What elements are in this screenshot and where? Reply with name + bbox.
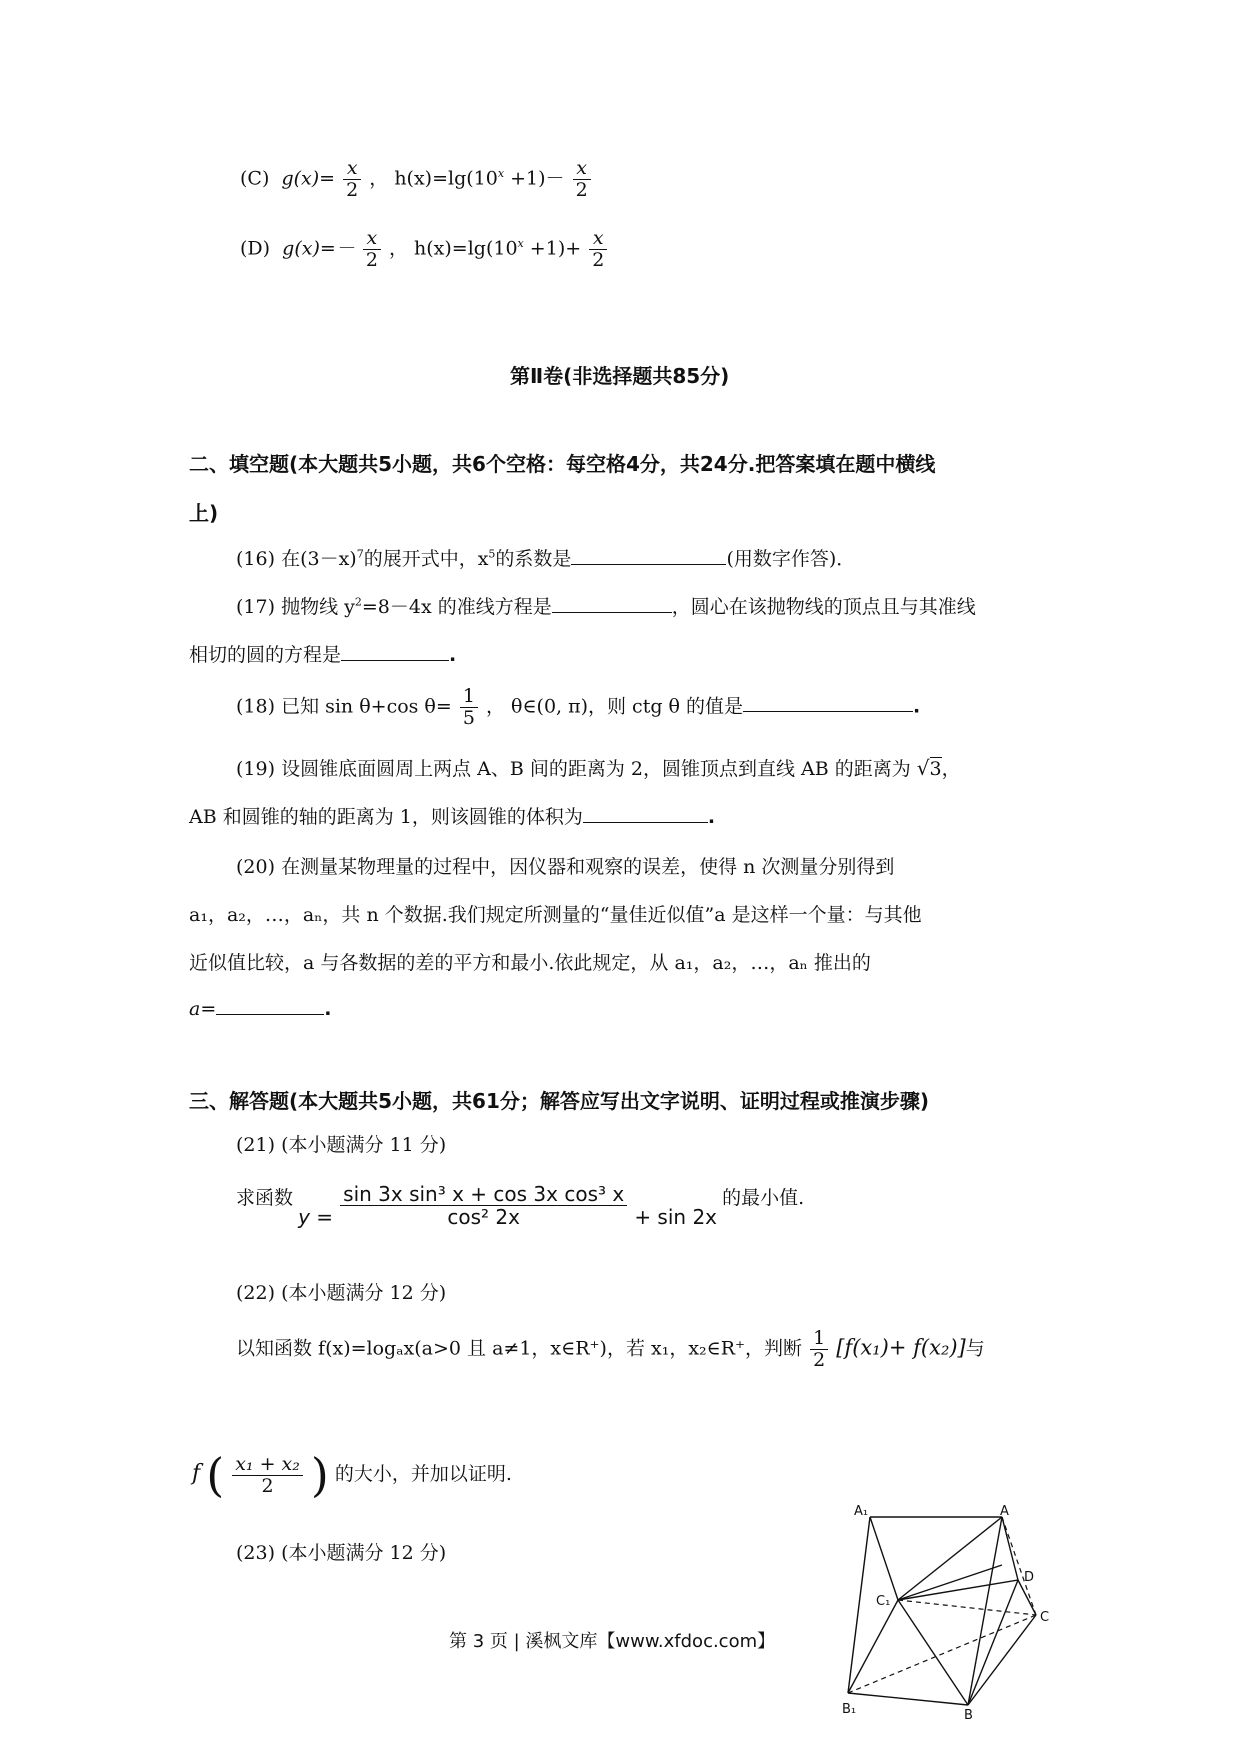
option-label: (C) bbox=[240, 167, 270, 190]
question-22-cont: f ( $\frac{\text{x₁ + x₂}}{2}$ ) 的大小，并加以证明. bbox=[192, 1448, 512, 1502]
question-18: (18) 已知 sin θ+cos θ= $\frac{1}{5}$ ， θ∈(0, π)，则 ctg θ 的值是 . bbox=[236, 685, 921, 729]
vertex-a1: A₁ bbox=[854, 1505, 869, 1519]
paren-left: ( bbox=[206, 1448, 225, 1502]
fraction: $\frac{x}{2}$ bbox=[363, 228, 381, 271]
section-heading: 二、填空题(本大题共5小题，共6个空格：每空格4分，共24分.把答案填在题中横线 bbox=[189, 452, 936, 476]
h-def: ， h(x)=lg(10 bbox=[388, 237, 518, 260]
section-heading: 三、解答题(本大题共5小题，共61分；解答应写出文字说明、证明过程或推演步骤) bbox=[189, 1089, 930, 1113]
vertex-c1: C₁ bbox=[876, 1594, 891, 1609]
vertex-a: A bbox=[1000, 1505, 1009, 1519]
fraction: $\frac{\text{x₁ + x₂}}{2}$ bbox=[232, 1454, 303, 1497]
paren-right: ) bbox=[310, 1448, 329, 1502]
question-22-header: (22) (本小题满分 12 分) bbox=[236, 1282, 447, 1304]
section-heading-cont: 上) bbox=[189, 501, 219, 525]
vertex-b1: B₁ bbox=[842, 1702, 857, 1717]
question-22-body: 以知函数 f(x)=logₐx(a>0 且 a≠1，x∈R⁺)，若 x₁，x₂∈R⁺，判断 $\frac{1}{2}$ [f(x₁)+ f(x₂)]与 bbox=[236, 1327, 985, 1371]
question-20-line3: 近似值比较，a 与各数据的差的平方和最小.依此规定，从 a₁，a₂，…，aₙ 推出的 bbox=[189, 952, 871, 974]
fraction: $\frac{x}{2}$ bbox=[343, 158, 361, 201]
g-def: g(x)=－ bbox=[282, 237, 355, 260]
vertex-d: D bbox=[1024, 1570, 1035, 1585]
fraction: $\frac{1}{2}$ bbox=[810, 1328, 828, 1371]
prism-figure bbox=[840, 1505, 1050, 1720]
question-16: (16) 在$(3-x)^7$的展开式中，$x^5$的系数是 (用数字作答)． bbox=[236, 547, 856, 570]
answer-blank[interactable] bbox=[583, 804, 708, 823]
question-20-line2: a₁，a₂，…，aₙ，共 n 个数据.我们规定所测量的“量佳近似值”a 是这样一个量：与其他 bbox=[189, 904, 922, 926]
answer-blank[interactable] bbox=[341, 642, 449, 661]
answer-blank[interactable] bbox=[743, 693, 913, 712]
fraction: $\frac{x}{2}$ bbox=[573, 158, 591, 201]
fraction: $\frac{\text{sin 3x sin³ x + cos 3x cos³ x}}{\text{cos² 2x}}$ bbox=[340, 1183, 627, 1228]
option-label: (D) bbox=[240, 237, 271, 260]
answer-blank[interactable] bbox=[552, 594, 672, 613]
question-21-header: (21) (本小题满分 11 分) bbox=[236, 1134, 447, 1156]
part-title: 第Ⅱ卷(非选择题共85分) bbox=[510, 364, 730, 388]
fraction: $\frac{1}{5}$ bbox=[460, 686, 478, 729]
sqrt-three: √3 bbox=[916, 756, 942, 780]
g-def: g(x)= bbox=[281, 167, 336, 190]
option-c: (C) g(x)= $\frac{x}{2}$ ， $h(x)=\lg(10^x +1)-$ $\frac{x}{2}$ bbox=[240, 158, 593, 201]
option-d: (D) g(x)=－ $\frac{x}{2}$ ， $h(x)=\lg(10^x +1)+$ $\frac{x}{2}$ bbox=[240, 228, 609, 271]
question-19-cont: AB 和圆锥的轴的距离为 1，则该圆锥的体积为 . bbox=[189, 806, 716, 828]
question-17-cont: 相切的圆的方程是 . bbox=[189, 644, 457, 666]
question-19: (19) 设圆锥底面圆周上两点 A、B 间的距离为 2，圆锥顶点到直线 AB 的距离为 √3， bbox=[236, 756, 961, 780]
answer-blank[interactable] bbox=[571, 546, 726, 565]
question-20-line4: a= . bbox=[189, 998, 332, 1020]
vertex-b: B bbox=[964, 1708, 973, 1720]
fraction: $\frac{x}{2}$ bbox=[589, 228, 607, 271]
question-17: (17) 抛物线 $y^2=8-4x$ 的准线方程是 ，圆心在该抛物线的顶点且与其准线 bbox=[236, 595, 976, 618]
page-footer: 第 3 页 | 溪枫文库【www.xfdoc.com】 bbox=[449, 1631, 776, 1652]
question-20: (20) 在测量某物理量的过程中，因仪器和观察的误差，使得 n 次测量分别得到 bbox=[236, 856, 895, 878]
h-def: ， h(x)=lg(10 bbox=[369, 167, 498, 190]
answer-blank[interactable] bbox=[216, 996, 324, 1015]
vertex-c: C bbox=[1040, 1610, 1050, 1625]
question-23-header: (23) (本小题满分 12 分) bbox=[236, 1542, 447, 1564]
question-21-formula: 求函数 y = $\frac{\text{sin 3x sin³ x + cos 3x cos³ x}}{\text{cos² 2x}}$ + sin 2x 的最小值. bbox=[236, 1182, 805, 1229]
